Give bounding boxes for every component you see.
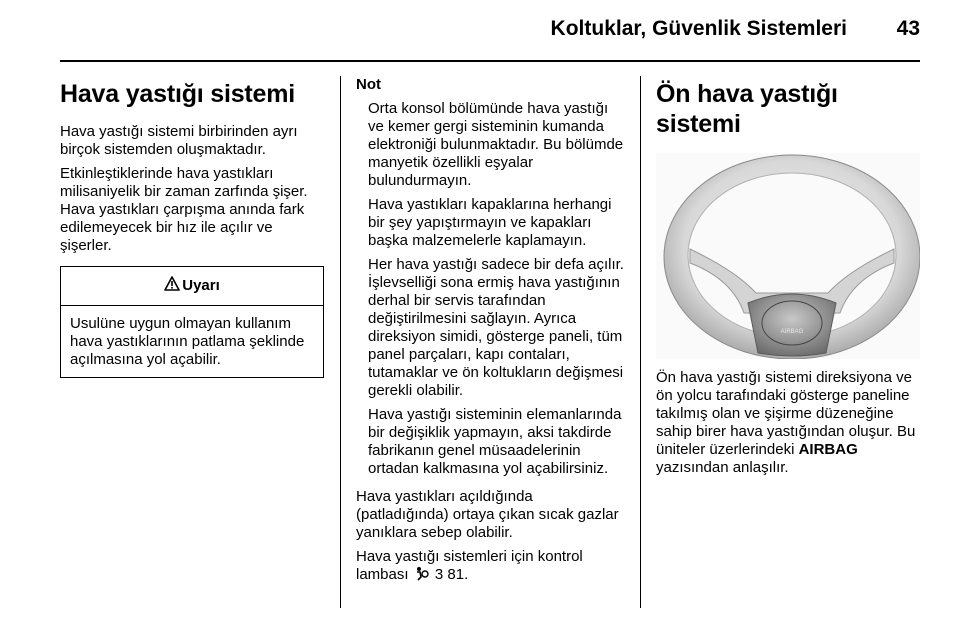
- wheel-airbag-label: AIRBAG: [780, 329, 804, 335]
- front-airbag-paragraph: [656, 369, 920, 477]
- paragraph-text: Ön hava yastığı sistemi direksiyona ve ön yolcu tarafındaki gösterge paneline takılmış olan ve şişirme düzeneğine sahip birer hava yastığından oluşur. Bu üniteler üzerlerindeki: [656, 369, 916, 458]
- column-1: [60, 76, 326, 378]
- warning-triangle-icon: [164, 276, 180, 296]
- page-number: 43: [896, 17, 920, 40]
- warning-title: Uyarı: [182, 277, 220, 294]
- note-block: [356, 100, 626, 478]
- paragraph-text: yazısından anlaşılır.: [656, 459, 789, 476]
- paragraph: Etkinleştiklerinde hava yastıkları milisaniyelik bir zaman zarfında şişer. Hava yastıkları çarpışma anında fark edilemeyecek bir hız ile açılır ve şişerler.: [60, 165, 308, 254]
- section-heading-airbag-system: Hava yastığı sistemi: [60, 80, 296, 108]
- lamp-paragraph: [356, 548, 626, 586]
- warning-box: [60, 266, 324, 378]
- header-rule: [60, 60, 920, 62]
- note-paragraph: Hava yastıkları kapaklarına herhangi bir şey yapıştırmayın ve kapakları başka malzemelerle kaplamayın.: [368, 196, 612, 249]
- note-paragraph: Hava yastığı sisteminin elemanlarında bir değişiklik yapmayın, aksi takdirde fabrikanın genel müsaadelerinin ortadan kalkmasına yol açabilirsiniz.: [368, 406, 622, 477]
- page-reference: 3 81.: [434, 566, 469, 583]
- airbag-label-text: AIRBAG: [798, 441, 858, 458]
- note-paragraph: Orta konsol bölümünde hava yastığı ve kemer gergi sisteminin kumanda elektroniği bulunmaktadır. Bu bölümde manyetik özellikli eşyalar bulundurmayın.: [368, 100, 624, 189]
- paragraph: Hava yastığı sistemi birbirinden ayrı birçok sistemden oluşmaktadır.: [60, 123, 298, 158]
- section-heading-front-airbag: Ön hava yastığı sistemi: [656, 80, 838, 138]
- lamp-text: Hava yastığı sistemleri için kontrol lambası: [356, 548, 583, 583]
- steering-wheel-illustration: [656, 153, 920, 359]
- note-paragraph: Her hava yastığı sadece bir defa açılır. İşlevselliği sona ermiş hava yastığının derhal bir servis tarafından değiştirilmesini sağlayın. Ayrıca direksiyon simidi, gösterge paneli, tüm panel parçaları, kapı contaları, tutamaklar ve ön koltukların değişmesi gerekli olabilir.: [368, 256, 624, 399]
- airbag-lamp-icon: [415, 566, 429, 586]
- note-title: Not: [356, 76, 381, 93]
- column-divider: [640, 76, 641, 608]
- warning-body: [61, 306, 323, 377]
- column-3: [656, 76, 920, 483]
- paragraph: Hava yastıkları açıldığında (patladığında) ortaya çıkan sıcak gazlar yanıklara sebep olabilir.: [356, 488, 619, 541]
- column-divider: [340, 76, 341, 608]
- column-2: [356, 76, 626, 592]
- warning-header: [61, 267, 323, 306]
- header-title: Koltuklar, Güvenlik Sistemleri: [550, 17, 847, 40]
- warning-text: Usulüne uygun olmayan kullanım hava yastıklarının patlama şeklinde açılmasına yol açabilir.: [70, 315, 305, 368]
